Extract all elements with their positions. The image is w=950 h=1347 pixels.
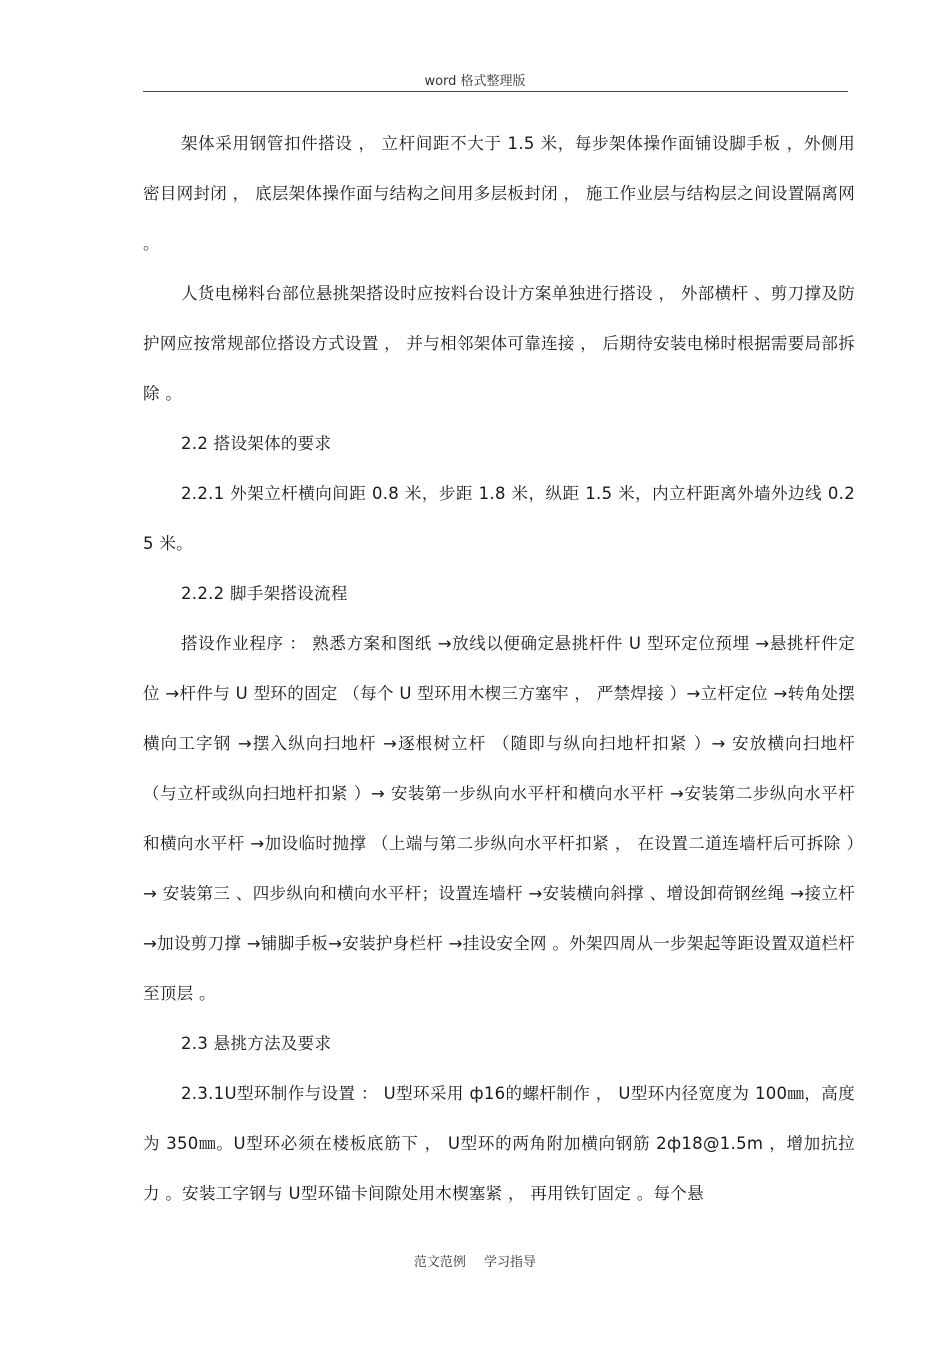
page-header — [0, 70, 950, 89]
paragraph-procedure: 搭设作业程序 ： 熟悉方案和图纸 →放线以便确定悬挑杆件 U 型环定位预埋 →悬挑杆件定位 →杆件与 U 型环的固定 （每个 U 型环用木楔三方塞牢 ， 严禁焊接 ）→立杆定位 →转角处摆横向工字钢 →摆入纵向扫地杆 →逐根树立杆 （随即与纵向扫地杆扣紧 ）→ 安放横向扫地杆 （与立杆或纵向扫地杆扣紧 ）→ 安装第一步纵向水平杆和横向水平杆 →安装第二步纵向水平杆和横向水平杆 →加设临时抛撑 （上端与第二步纵向水平杆扣紧 ， 在设置二道连墙杆后可拆除 ）→ 安装第三 、四步纵向和横向水平杆；设置连墙杆 →安装横向斜撑 、增设卸荷钢丝绳 →接立杆 →加设剪刀撑 →铺脚手板→安装护身栏杆 →挂设安全网 。外架四周从一步架起等距设置双道栏杆至顶层 。 — [143, 634, 855, 1003]
section-heading-2-3: 2.3 悬挑方法及要求 — [181, 1034, 332, 1053]
section-heading-2-2: 2.2 搭设架体的要求 — [181, 434, 332, 453]
page-footer — [0, 1251, 950, 1270]
section-heading-2-2-2: 2.2.2 脚手架搭设流程 — [181, 584, 348, 603]
paragraph-elevator-platform: 人货电梯料台部位悬挑架搭设时应按料台设计方案单独进行搭设 ， 外部横杆 、剪刀撑及防护网应按常规部位搭设方式设置 ， 并与相邻架体可靠连接 ， 后期待安装电梯时根据需要局部拆除 。 — [143, 284, 855, 403]
paragraph-scaffold-structure: 架体采用钢管扣件搭设 ， 立杆间距不大于 1.5 米，每步架体操作面铺设脚手板 ，外侧用密目网封闭 ， 底层架体操作面与结构之间用多层板封闭 ， 施工作业层与结构层之间设置隔离网 。 — [143, 134, 855, 253]
paragraph-2-3-1: 2.3.1U型环制作与设置 ： U型环采用 ф16的螺杆制作 ， U型环内径宽度为 100㎜，高度为 350㎜。U型环必须在楼板底筋下 ， U型环的两角附加横向钢筋 2ф18@1.5m ，增加抗拉力 。安装工字钢与 U型环锚卡间隙处用木楔塞紧 ， 再用铁钉固定 。每个悬 — [143, 1084, 855, 1203]
footer-text: 范文范例 学习指导 — [413, 1255, 537, 1270]
header-divider — [143, 91, 848, 92]
paragraph-2-2-1: 2.2.1 外架立杆横向间距 0.8 米，步距 1.8 米，纵距 1.5 米，内立杆距离外墙外边线 0.25 米。 — [143, 484, 855, 553]
document-body — [143, 119, 855, 1219]
header-title: word 格式整理版 — [424, 74, 526, 89]
